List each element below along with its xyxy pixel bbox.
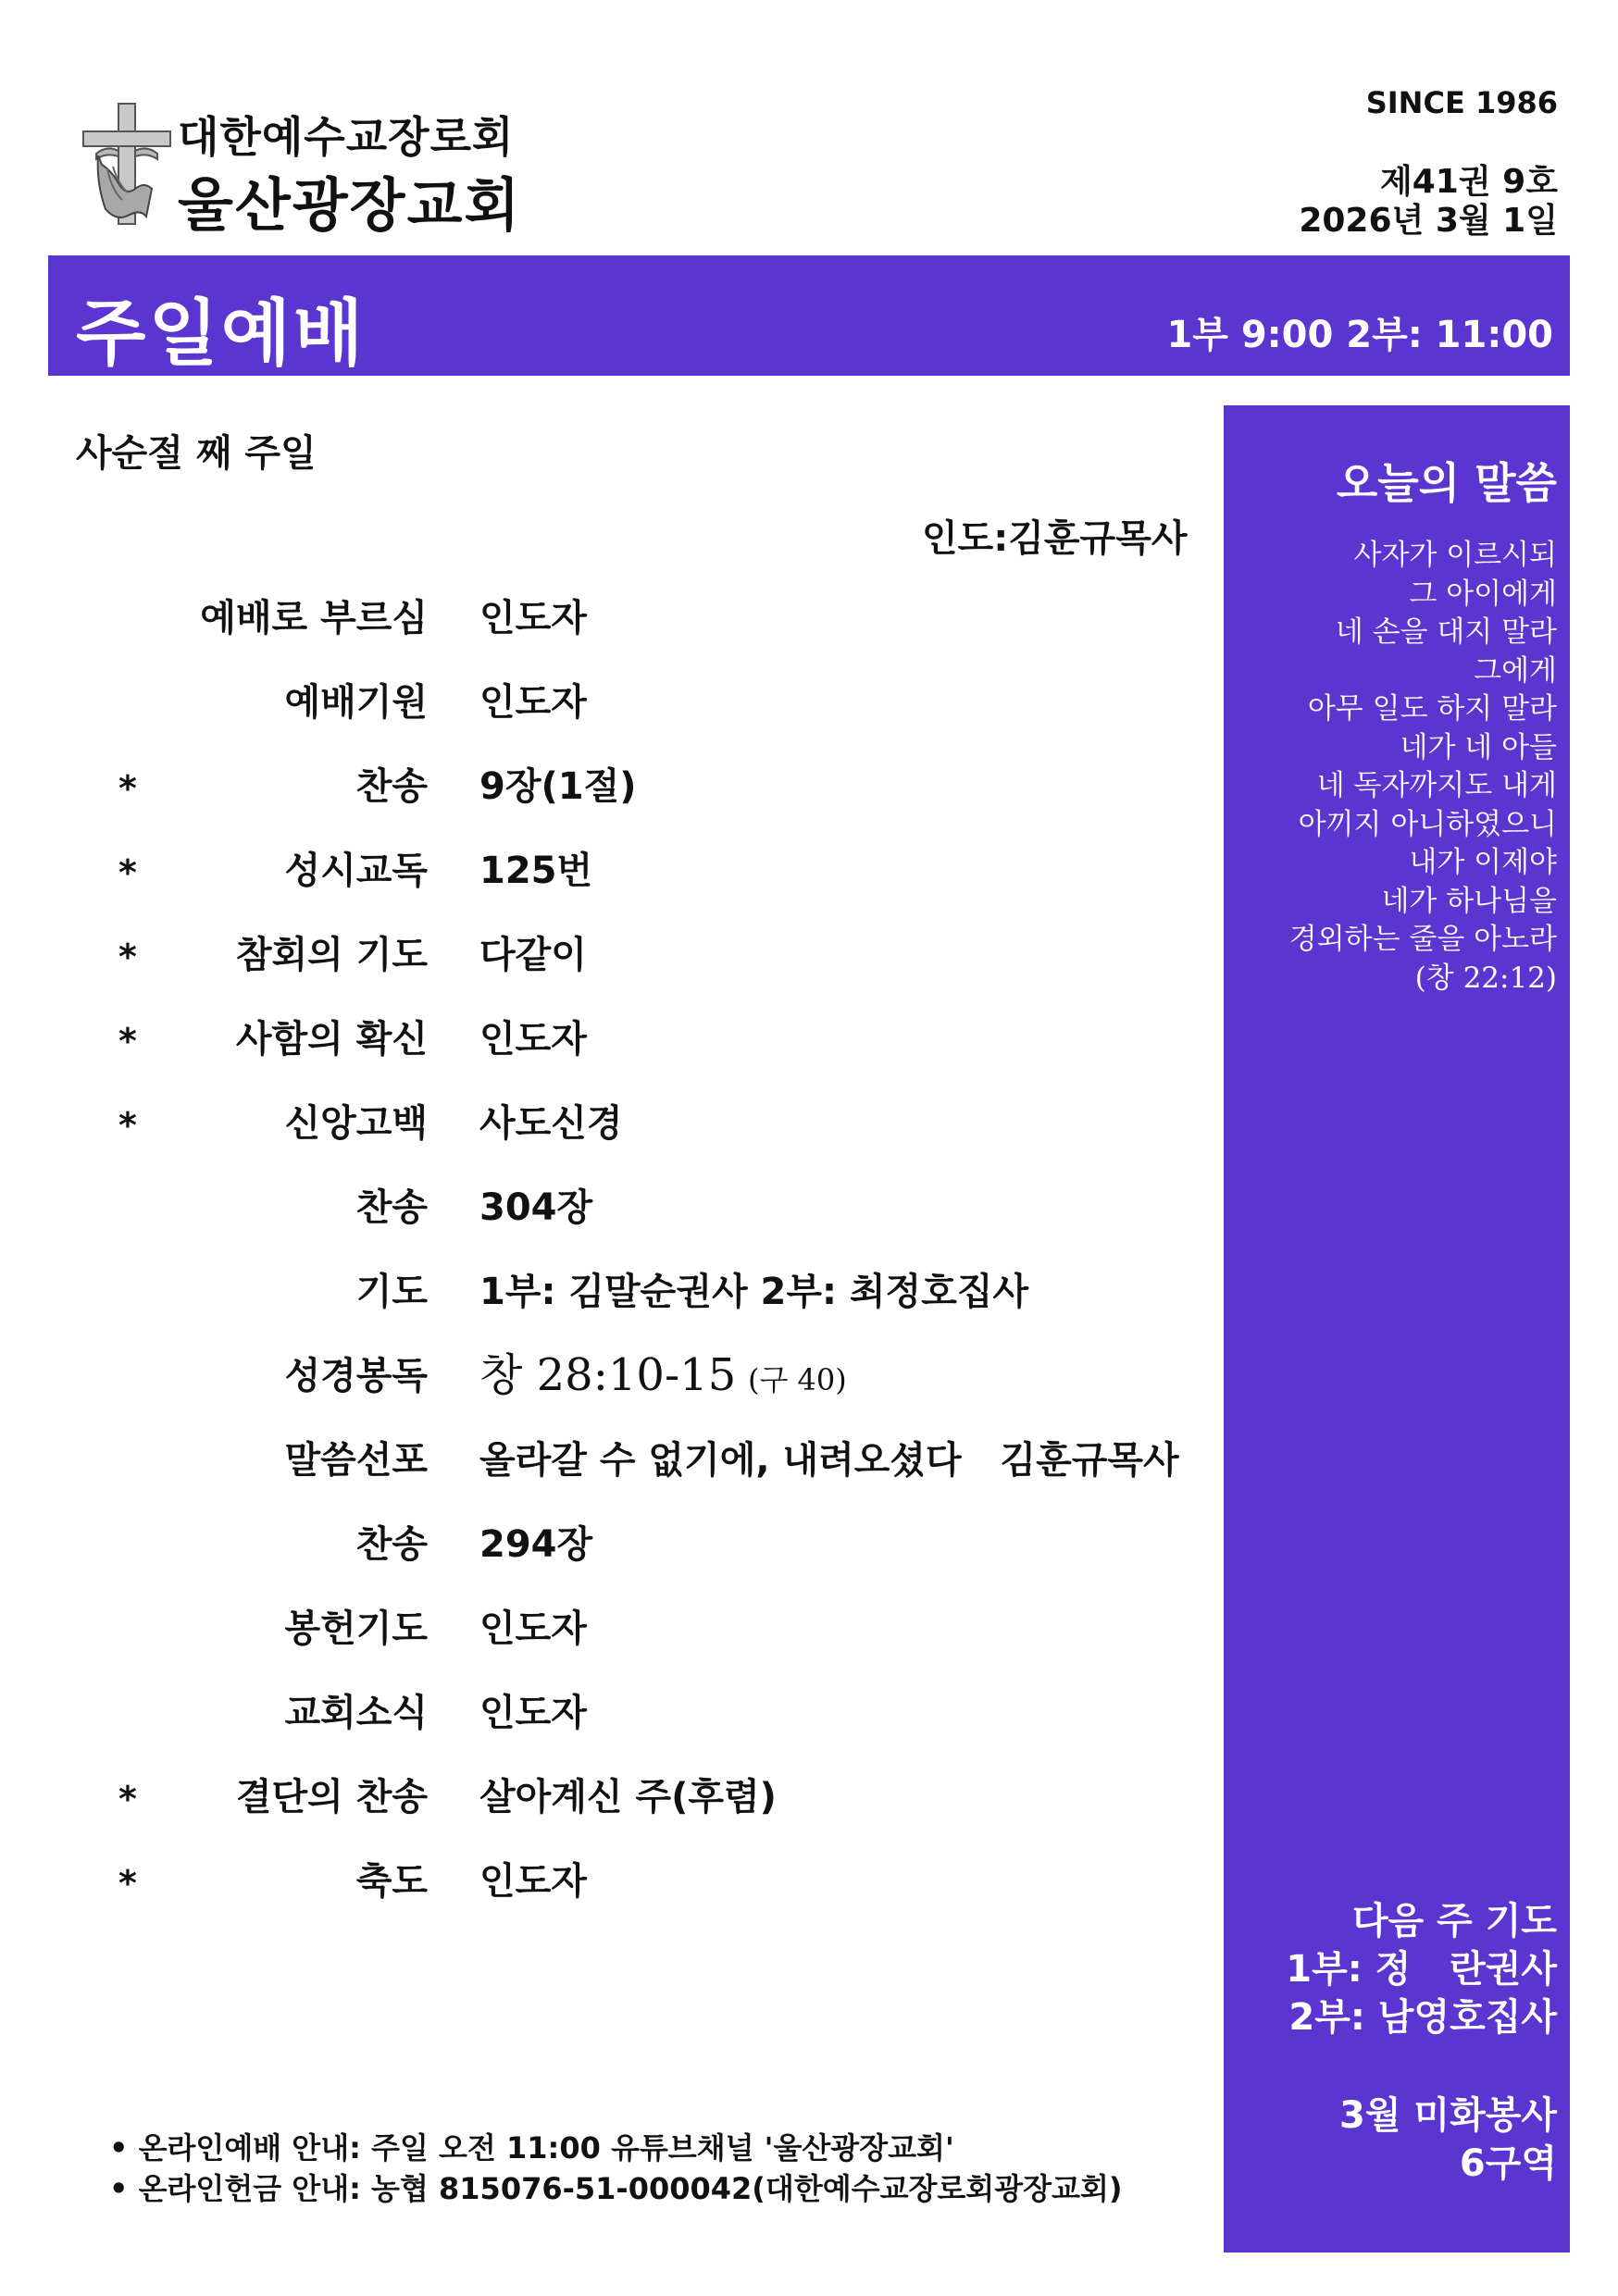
order-label: 기도 bbox=[355, 1271, 428, 1313]
order-value: 304장 bbox=[479, 1186, 593, 1229]
verse-reference: (창 22:12) bbox=[1414, 961, 1557, 995]
verse-line: 아끼지 아니하였으니 bbox=[1298, 807, 1557, 841]
next-week-prayer bbox=[1286, 1897, 1557, 2042]
scripture-page: (구 40) bbox=[747, 1362, 847, 1397]
order-label: 찬송 bbox=[355, 1523, 428, 1566]
order-item bbox=[0, 757, 1203, 813]
order-item bbox=[0, 1683, 1203, 1739]
church-name: 울산광장교회 bbox=[178, 171, 522, 239]
order-value: 인도자 bbox=[479, 1018, 587, 1061]
order-label: 신앙고백 bbox=[284, 1102, 428, 1145]
order-item bbox=[0, 1094, 1203, 1149]
verse-line: 그 아이에게 bbox=[1409, 577, 1557, 611]
scripture-reference bbox=[479, 1339, 847, 1403]
standing-mark: * bbox=[118, 1021, 137, 1061]
standing-mark: * bbox=[118, 1863, 137, 1904]
service-times: 1부 9:00 2부: 11:00 bbox=[1166, 314, 1553, 356]
order-item bbox=[0, 1347, 1203, 1402]
order-label: 찬송 bbox=[355, 765, 428, 808]
online-offering-note: • 온라인헌금 안내: 농협 815076-51-000042(대한예수교장로회광장교회) bbox=[109, 2171, 1123, 2206]
order-label: 성경봉독 bbox=[284, 1355, 428, 1397]
verse-line: 경외하는 줄을 아노라 bbox=[1288, 923, 1557, 956]
order-label: 말씀선포 bbox=[284, 1439, 428, 1482]
order-label: 예배기원 bbox=[284, 681, 428, 724]
order-label: 교회소식 bbox=[284, 1692, 428, 1734]
next-prayer-first-service: 1부: 정 란권사 bbox=[1286, 1948, 1557, 1991]
verse-line: 네가 네 아들 bbox=[1400, 730, 1557, 764]
banner-title: 주일예배 bbox=[76, 292, 367, 376]
order-value: 인도자 bbox=[479, 1692, 587, 1734]
standing-mark: * bbox=[118, 937, 137, 977]
order-item bbox=[0, 1852, 1203, 1907]
order-item bbox=[0, 673, 1203, 728]
order-value: 살아계신 주(후렴) bbox=[479, 1776, 777, 1818]
order-label: 축도 bbox=[355, 1860, 428, 1903]
verse-text bbox=[1289, 537, 1557, 998]
order-item bbox=[0, 589, 1203, 644]
order-value: 294장 bbox=[479, 1523, 593, 1566]
church-logo-cross-icon bbox=[80, 100, 172, 230]
order-item bbox=[0, 1262, 1203, 1318]
order-value: 인도자 bbox=[479, 1860, 587, 1903]
order-item bbox=[0, 1010, 1203, 1065]
order-value: 인도자 bbox=[479, 681, 587, 724]
order-item bbox=[0, 1178, 1203, 1234]
order-label: 사함의 확신 bbox=[235, 1018, 428, 1061]
verse-line: 네가 하나님을 bbox=[1381, 884, 1557, 918]
standing-mark: * bbox=[118, 768, 137, 809]
next-prayer-title: 다음 주 기도 bbox=[1351, 1900, 1557, 1942]
verse-line: 네 독자까지도 내게 bbox=[1316, 769, 1557, 802]
order-label: 참회의 기도 bbox=[235, 934, 428, 976]
order-item bbox=[0, 925, 1203, 981]
order-item bbox=[0, 1515, 1203, 1570]
verse-line: 네 손을 대지 말라 bbox=[1335, 615, 1557, 649]
service-banner bbox=[48, 255, 1570, 376]
standing-mark: * bbox=[118, 1779, 137, 1819]
standing-mark: * bbox=[118, 852, 137, 893]
sermon-title: 올라갈 수 없기에, 내려오셨다 김훈규목사 bbox=[479, 1439, 1179, 1482]
verse-line: 아무 일도 하지 말라 bbox=[1307, 692, 1557, 726]
scripture-main: 창 28:10-15 bbox=[479, 1349, 737, 1401]
flower-service-group: 6구역 bbox=[1459, 2142, 1557, 2185]
since-year: SINCE 1986 bbox=[1365, 85, 1558, 120]
liturgical-week: 사순절 째 주일 bbox=[76, 432, 317, 475]
order-value: 다같이 bbox=[479, 934, 587, 976]
service-leader: 인도:김훈규목사 bbox=[922, 517, 1188, 560]
flower-service-title: 3월 미화봉사 bbox=[1339, 2094, 1557, 2137]
next-prayer-second-service: 2부: 남영호집사 bbox=[1288, 1996, 1557, 2039]
verse-line: 그에게 bbox=[1474, 653, 1557, 688]
order-item bbox=[0, 1768, 1203, 1823]
order-item bbox=[0, 1599, 1203, 1655]
sidebar bbox=[1224, 405, 1570, 2253]
order-label: 성시교독 bbox=[284, 850, 428, 892]
verse-line: 내가 이제야 bbox=[1409, 846, 1557, 879]
online-worship-note: • 온라인예배 안내: 주일 오전 11:00 유튜브채널 '울산광장교회' bbox=[109, 2130, 954, 2166]
denomination-name: 대한예수교장로회 bbox=[178, 112, 515, 162]
standing-mark: * bbox=[118, 1105, 137, 1146]
order-value: 인도자 bbox=[479, 597, 587, 639]
order-label: 찬송 bbox=[355, 1186, 428, 1229]
order-item bbox=[0, 1431, 1203, 1486]
order-value: 9장(1절) bbox=[479, 765, 637, 808]
verse-line: 사자가 이르시되 bbox=[1353, 539, 1557, 572]
order-item bbox=[0, 841, 1203, 897]
order-label: 예배로 부르심 bbox=[200, 597, 428, 639]
flower-service bbox=[1339, 2091, 1557, 2188]
verse-title: 오늘의 말씀 bbox=[1336, 458, 1557, 508]
bulletin-date: 2026년 3월 1일 bbox=[1299, 202, 1558, 240]
order-value: 사도신경 bbox=[479, 1102, 623, 1145]
order-label: 봉헌기도 bbox=[284, 1607, 428, 1650]
order-value: 125번 bbox=[479, 850, 593, 892]
order-value: 1부: 김말순권사 2부: 최정호집사 bbox=[479, 1271, 1029, 1313]
order-value: 인도자 bbox=[479, 1607, 587, 1650]
order-label: 결단의 찬송 bbox=[235, 1776, 428, 1818]
bulletin-volume: 제41권 9호 bbox=[1379, 163, 1558, 201]
